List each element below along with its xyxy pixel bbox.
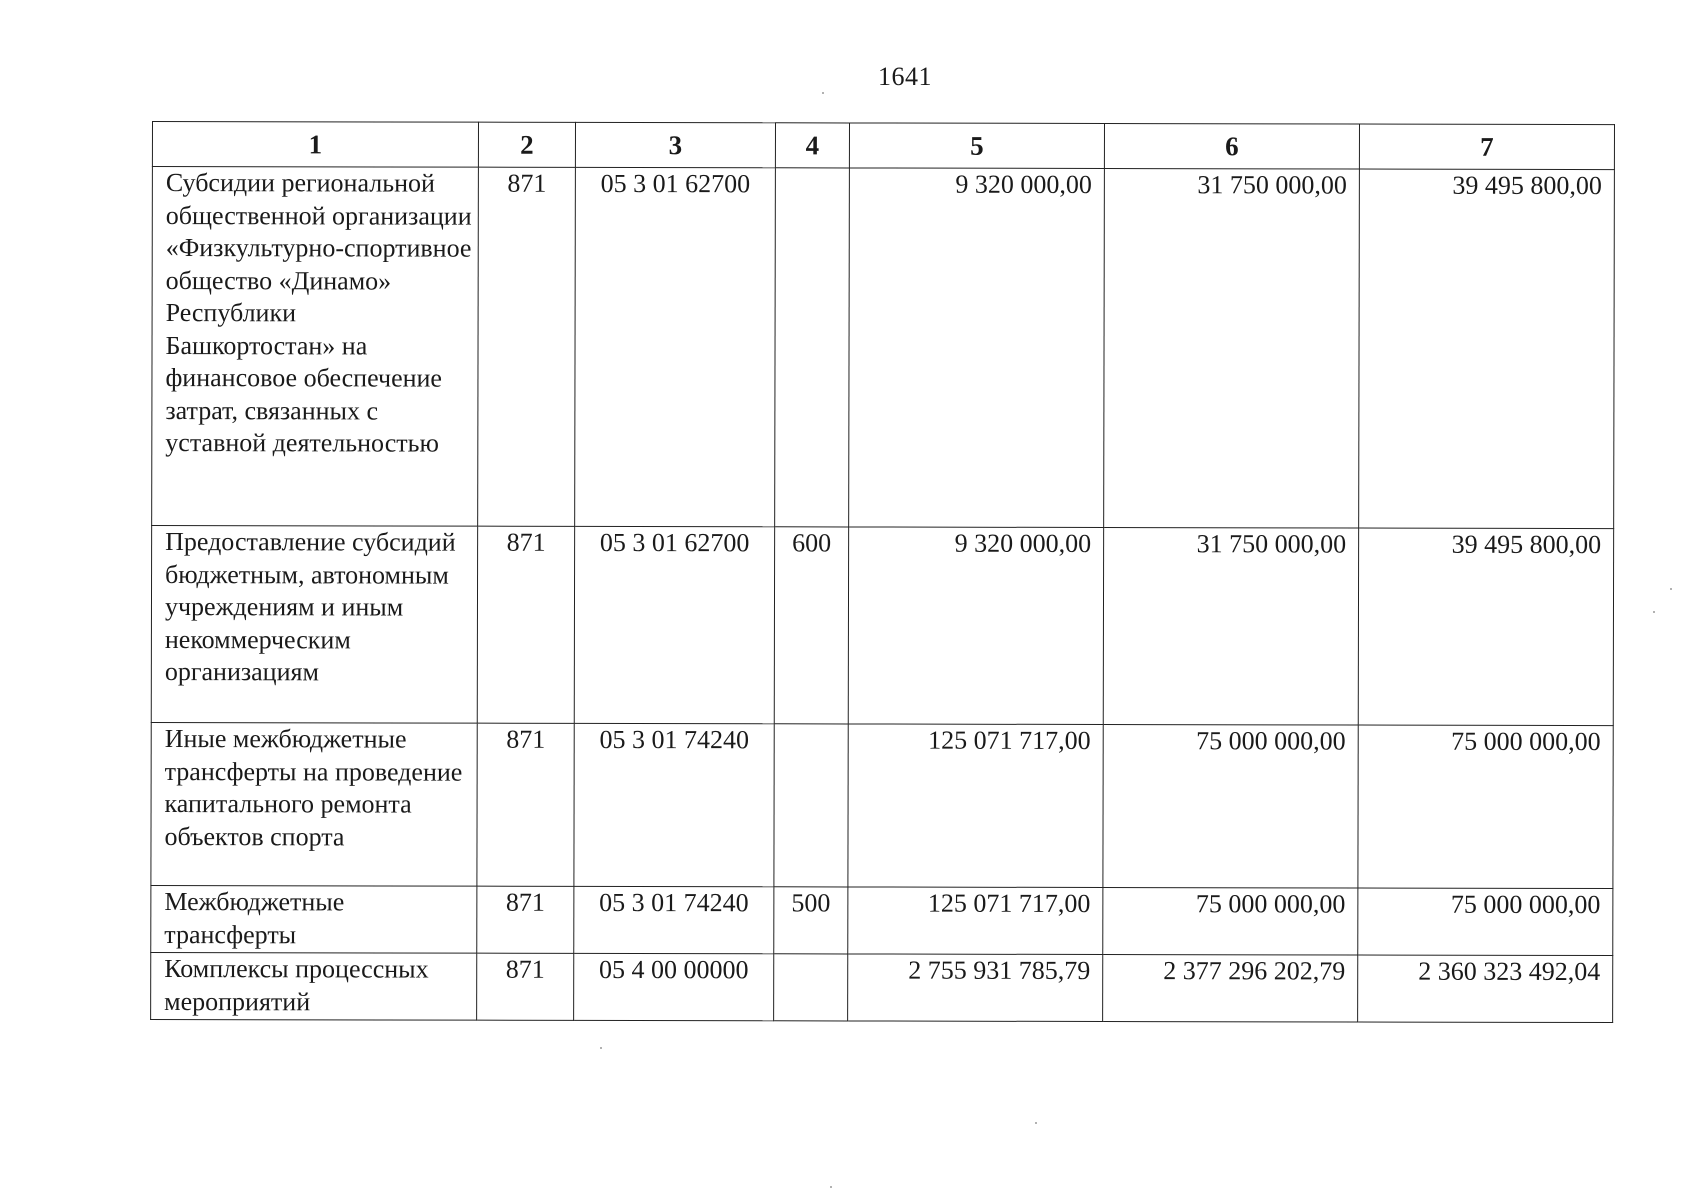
amount-col7-cell: 39 495 800,00 bbox=[1358, 528, 1613, 726]
ministry-code-cell: 871 bbox=[477, 953, 574, 1020]
expense-type-cell bbox=[774, 954, 848, 1021]
expense-type-cell: 600 bbox=[774, 527, 848, 724]
column-header-7: 7 bbox=[1359, 124, 1614, 170]
scan-speck bbox=[822, 92, 824, 94]
amount-col6-cell: 2 377 296 202,79 bbox=[1103, 954, 1358, 1022]
column-header-2: 2 bbox=[478, 122, 575, 167]
table-row bbox=[151, 526, 1613, 726]
page-number: 1641 bbox=[878, 62, 932, 91]
scan-speck bbox=[830, 1186, 832, 1188]
expense-name-cell: Межбюджетные трансферты bbox=[151, 885, 477, 953]
expense-type-cell: 500 bbox=[774, 887, 848, 954]
expense-name-cell: Иные межбюджетные трансферты на проведение капитального ремонта объектов спорта bbox=[151, 722, 477, 886]
expense-name-cell: Комплексы процессных мероприятий bbox=[151, 952, 477, 1020]
column-header-1: 1 bbox=[152, 122, 478, 168]
expense-name-cell: Предоставление субсидий бюджетным, автономным учреждениям и иным некоммерческим организациям bbox=[151, 526, 477, 724]
budget-table bbox=[150, 121, 1615, 1023]
expense-type-cell bbox=[774, 724, 848, 887]
scan-speck bbox=[1035, 1122, 1037, 1124]
ministry-code-cell: 871 bbox=[478, 167, 576, 526]
amount-col6-cell: 31 750 000,00 bbox=[1104, 168, 1360, 528]
target-article-cell: 05 3 01 74240 bbox=[574, 886, 774, 953]
column-header-5: 5 bbox=[849, 123, 1104, 169]
amount-col7-cell: 75 000 000,00 bbox=[1358, 888, 1613, 956]
amount-col5-cell: 125 071 717,00 bbox=[848, 724, 1103, 888]
target-article-cell: 05 3 01 74240 bbox=[574, 723, 774, 886]
target-article-cell: 05 3 01 62700 bbox=[574, 526, 774, 723]
expense-name-cell: Субсидии региональной общественной организации «Физкультурно-спортивное общество «Динамо» Республики Башкортостан» на финансовое обеспечение затрат, связанных с уставной деятельностью bbox=[152, 167, 479, 527]
amount-col7-cell: 39 495 800,00 bbox=[1359, 169, 1615, 529]
amount-col6-cell: 75 000 000,00 bbox=[1103, 887, 1358, 955]
amount-col6-cell: 75 000 000,00 bbox=[1103, 724, 1358, 888]
amount-col5-cell: 9 320 000,00 bbox=[849, 168, 1105, 528]
expense-type-cell bbox=[775, 168, 850, 527]
ministry-code-cell: 871 bbox=[477, 526, 574, 723]
table-header-row bbox=[152, 122, 1614, 170]
column-header-3: 3 bbox=[575, 122, 775, 167]
amount-col5-cell: 125 071 717,00 bbox=[848, 887, 1103, 955]
amount-col7-cell: 2 360 323 492,04 bbox=[1358, 955, 1613, 1023]
scan-speck bbox=[1653, 611, 1655, 613]
amount-col5-cell: 2 755 931 785,79 bbox=[848, 954, 1103, 1022]
amount-col6-cell: 31 750 000,00 bbox=[1103, 527, 1358, 725]
column-header-4: 4 bbox=[775, 123, 849, 168]
target-article-cell: 05 4 00 00000 bbox=[574, 953, 774, 1020]
amount-col7-cell: 75 000 000,00 bbox=[1358, 725, 1613, 889]
amount-col5-cell: 9 320 000,00 bbox=[848, 527, 1103, 725]
target-article-cell: 05 3 01 62700 bbox=[575, 167, 776, 526]
scan-speck bbox=[600, 1047, 602, 1049]
table-row bbox=[151, 952, 1613, 1022]
table-row bbox=[151, 885, 1613, 955]
column-header-6: 6 bbox=[1104, 123, 1359, 169]
ministry-code-cell: 871 bbox=[477, 886, 574, 953]
table-row bbox=[152, 167, 1615, 529]
ministry-code-cell: 871 bbox=[477, 723, 574, 886]
table-row bbox=[151, 722, 1613, 888]
scan-speck bbox=[1670, 588, 1672, 590]
